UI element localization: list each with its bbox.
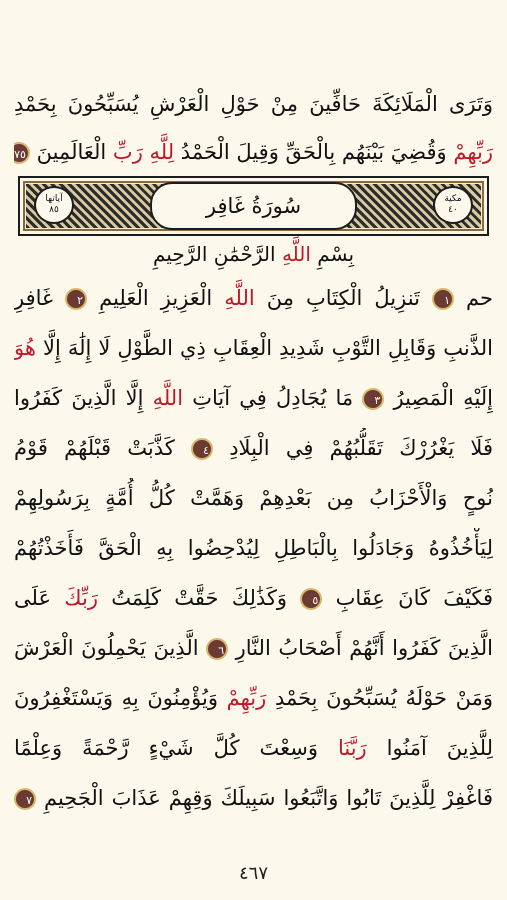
ayah-number-marker: ٧٥ [14, 142, 30, 164]
ayah-number-marker: ٢ [65, 288, 87, 310]
ayah-number-marker: ٦ [206, 638, 228, 660]
basmala [0, 236, 507, 272]
verse-text: إِلَّا الَّذِينَ كَفَرُوا [14, 386, 153, 410]
basmala-post: الرَّحْمَٰنِ الرَّحِيمِ [152, 242, 282, 266]
verse-text: وَتَرَى الْمَلَائِكَةَ حَافِّينَ مِنْ حَوْلِ الْعَرْشِ يُسَبِّحُونَ بِحَمْدِ [14, 92, 493, 116]
divine-name-text: رَبِّهِمْ [226, 686, 267, 710]
surah-header-banner [18, 176, 489, 236]
verse-text: إِلَيْهِ الْمَصِيرُ [384, 386, 493, 410]
verse-text: فَاغْفِرْ لِلَّذِينَ تَابُوا وَاتَّبَعُوا سَبِيلَكَ وَقِهِمْ عَذَابَ الْجَحِيمِ [36, 786, 493, 810]
text-line [14, 132, 493, 172]
text-line [14, 528, 493, 568]
surah-type-medallion [433, 186, 473, 224]
verse-text: الْعَالَمِينَ [29, 140, 113, 164]
verse-text: غَافِرِ [14, 286, 66, 310]
verse-text: فَكَيْفَ كَانَ عِقَابِ [322, 586, 493, 610]
verse-text: الَّذِينَ يَحْمِلُونَ الْعَرْشَ [14, 636, 207, 660]
text-line [14, 578, 493, 618]
text-line [14, 84, 493, 124]
divine-name-text: هُوَ [14, 336, 36, 360]
text-line [14, 778, 493, 818]
basmala-pre: بِسْمِ [310, 242, 355, 266]
text-line [14, 428, 493, 468]
verse-text: وَسِعْتَ كُلَّ شَيْءٍ رَّحْمَةً وَعِلْمًا [14, 736, 338, 760]
divine-name-text: رَبِّكَ [64, 586, 98, 610]
verse-text: الَّذِينَ كَفَرُوا أَنَّهُمْ أَصْحَابُ النَّارِ [228, 636, 493, 660]
basmala-divine-name: اللَّهِ [281, 242, 311, 266]
verse-text: وَيُؤْمِنُونَ بِهِ وَيَسْتَغْفِرُونَ [14, 686, 227, 710]
verse-text: فَلَا يَغْرُرْكَ تَقَلُّبُهُمْ فِي الْبِلَادِ [212, 436, 493, 460]
verse-text: وَكَذَٰلِكَ حَقَّتْ كَلِمَتُ [97, 586, 301, 610]
text-line [14, 328, 493, 368]
ayah-number-marker: ٥ [300, 588, 322, 610]
verse-text: حم [453, 286, 493, 310]
text-line [14, 478, 493, 518]
verse-text: كَذَّبَتْ قَبْلَهُمْ قَوْمُ [14, 436, 191, 460]
surah-title: سُورَةُ غَافِر [150, 182, 357, 230]
page-number: ٤٦٧ [238, 863, 268, 884]
text-line [14, 728, 493, 768]
ayah-number-marker: ١ [432, 288, 454, 310]
divine-name-text: اللَّهِ [224, 286, 255, 310]
verse-text: نُوحٍ وَالْأَحْزَابُ مِن بَعْدِهِمْ وَهَمَّتْ كُلُّ أُمَّةٍ بِرَسُولِهِمْ [14, 486, 493, 510]
text-line [14, 278, 493, 318]
ayah-count-medallion [34, 186, 74, 224]
verse-text: عَلَى [14, 586, 65, 610]
divine-name-text: رَبَّنَا [337, 736, 367, 760]
verse-text: تَنزِيلُ الْكِتَابِ مِنَ [254, 286, 432, 310]
divine-name-text: لِلَّهِ رَبِّ [112, 140, 175, 164]
text-line [14, 628, 493, 668]
divine-name-text: رَبِّهِمْ [453, 140, 493, 164]
text-line [14, 378, 493, 418]
surah-order-number: ٤٠ [448, 205, 458, 215]
ayah-count-label: آياتها [45, 194, 63, 204]
text-line [14, 678, 493, 718]
verse-text: وَقُضِيَ بَيْنَهُم بِالْحَقِّ وَقِيلَ الْحَمْدُ [174, 140, 454, 164]
ayah-number-marker: ٤ [191, 438, 213, 460]
ayah-number-marker: ٣ [362, 388, 384, 410]
verse-text: لِلَّذِينَ آمَنُوا [366, 736, 493, 760]
ayah-number-marker: ٧ [14, 788, 36, 810]
divine-name-text: اللَّهِ [152, 386, 184, 410]
ayah-count-number: ٨٥ [49, 205, 59, 215]
verse-text: الذَّنبِ وَقَابِلِ التَّوْبِ شَدِيدِ الْعِقَابِ ذِي الطَّوْلِ لَا إِلَٰهَ إِلَّا [35, 336, 493, 360]
verse-text: لِيَأْخُذُوهُ وَجَادَلُوا بِالْبَاطِلِ لِيُدْحِضُوا بِهِ الْحَقَّ فَأَخَذْتُهُمْ [14, 536, 493, 560]
surah-type-label: مكية [444, 194, 462, 204]
verse-text: وَمَنْ حَوْلَهُ يُسَبِّحُونَ بِحَمْدِ [266, 686, 493, 710]
verse-text: مَا يُجَادِلُ فِي آيَاتِ [183, 386, 363, 410]
verse-text: الْعَزِيزِ الْعَلِيمِ [87, 286, 225, 310]
